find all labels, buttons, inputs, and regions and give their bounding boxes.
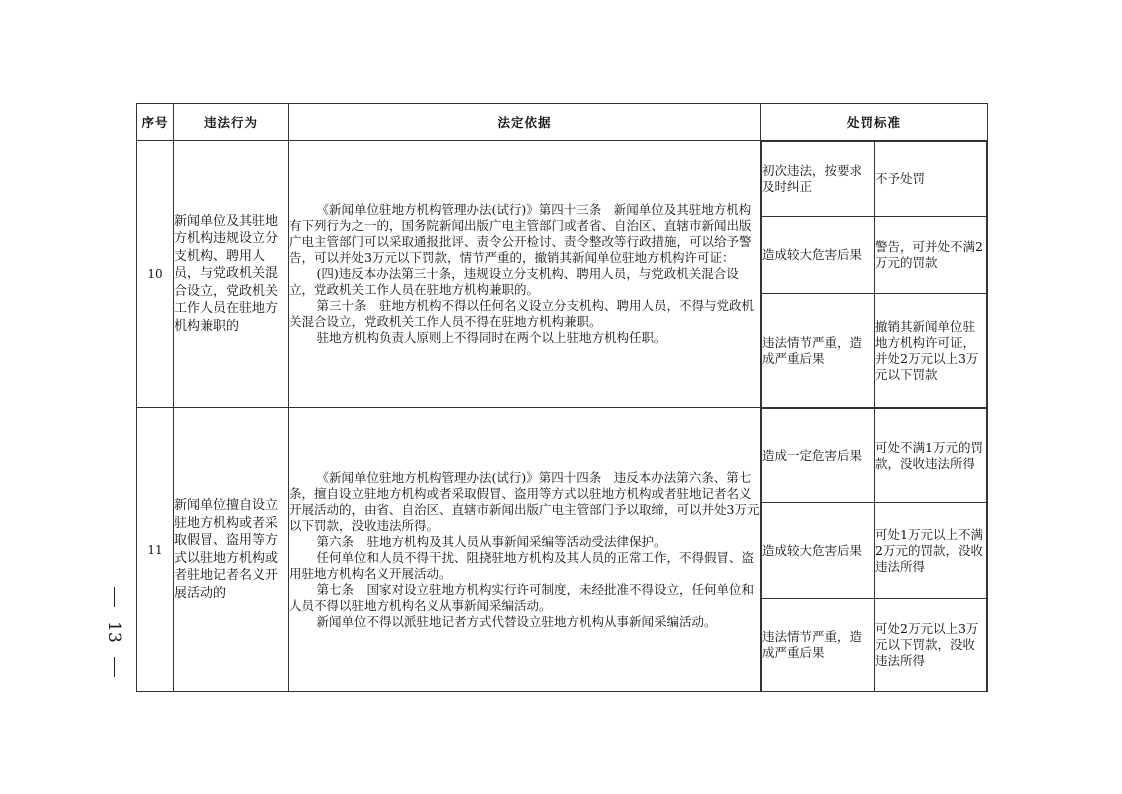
penalty-row [762, 142, 987, 217]
penalty-condition: 造成一定危害后果 [762, 409, 875, 503]
penalty-condition: 违法情节严重，造成严重后果 [762, 294, 875, 408]
basis-paragraph: (四)违反本办法第三十条，违规设立分支机构、聘用人员，与党政机关混合设立，党政机关工作人员在驻地方机构兼职的。 [289, 266, 739, 297]
penalty-table [136, 103, 988, 692]
basis-paragraph: 新闻单位不得以派驻地记者方式代替设立驻地方机构从事新闻采编活动。 [316, 613, 717, 629]
table-header-row [137, 104, 988, 141]
header-basis: 法定依据 [289, 104, 761, 141]
table-row [137, 408, 988, 692]
penalty-standard: 可处1万元以上不满2万元的罚款，没收违法所得 [875, 503, 987, 599]
penalty-condition: 造成较大危害后果 [762, 217, 875, 294]
penalty-condition: 造成较大危害后果 [762, 503, 875, 599]
header-penalty: 处罚标准 [761, 104, 988, 141]
basis-paragraph: 任何单位和人员不得干扰、阻挠驻地方机构及其人员的正常工作，不得假冒、盗用驻地方机构名义开展活动。 [289, 549, 755, 581]
basis-paragraph: 第六条 驻地方机构及其人员从事新闻采编等活动受法律保护。 [316, 533, 667, 549]
penalty-row [762, 503, 987, 599]
basis-paragraph: 第七条 国家对设立驻地方机构实行许可制度，未经批准不得设立，任何单位和人员不得以驻地方机构名义从事新闻采编活动。 [289, 581, 755, 613]
basis-paragraph: 《新闻单位驻地方机构管理办法(试行)》第四十三条 新闻单位及其驻地方机构有下列行为之一的，国务院新闻出版广电主管部门或者省、自治区、直辖市新闻出版广电主管部门可以采取通报批评、责令公开检讨、责令整改等行政措施，可以给予警告，可以并处3万元以下罚款，情节严重的，撤销其新闻单位驻地方机构许可证： [289, 202, 752, 265]
page-number-dash [114, 587, 115, 607]
penalty-standard: 可处2万元以上3万元以下罚款，没收违法所得 [875, 599, 987, 692]
penalty-condition: 违法情节严重，造成严重后果 [762, 599, 875, 692]
penalty-condition: 初次违法，按要求及时纠正 [762, 142, 875, 217]
violation-text: 新闻单位擅自设立驻地方机构或者采取假冒、盗用等方式以驻地方机构或者驻地记者名义开展活动的 [174, 408, 289, 692]
row-number: 10 [137, 141, 174, 408]
penalty-standards [761, 141, 988, 408]
penalty-standards [761, 408, 988, 692]
page-number: 13 [103, 621, 124, 643]
basis-paragraph: 驻地方机构负责人原则上不得同时在两个以上驻地方机构任职。 [316, 330, 667, 345]
penalty-row [762, 409, 987, 503]
basis-paragraph: 第三十条 驻地方机构不得以任何名义设立分支机构、聘用人员，不得与党政机关混合设立，党政机关工作人员不得在驻地方机构兼职。 [289, 298, 755, 329]
violation-text: 新闻单位及其驻地方机构违规设立分支机构、聘用人员，与党政机关混合设立，党政机关工作人员在驻地方机构兼职的 [174, 141, 289, 408]
penalty-standard: 警告，可并处不满2万元的罚款 [875, 217, 987, 294]
penalty-row [762, 599, 987, 692]
legal-basis [289, 141, 761, 408]
penalty-row [762, 217, 987, 294]
header-act: 违法行为 [174, 104, 289, 141]
penalty-standard: 不予处罚 [875, 142, 987, 217]
penalty-standard: 可处不满1万元的罚款，没收违法所得 [875, 409, 987, 503]
basis-paragraph: 《新闻单位驻地方机构管理办法(试行)》第四十四条 违反本办法第六条、第七条，擅自设立驻地方机构或者采取假冒、盗用等方式以驻地方机构或者驻地记者名义开展活动的，由省、自治区、直辖市新闻出版广电主管部门予以取缔，可以并处3万元以下罚款，没收违法所得。 [289, 469, 760, 533]
page-number-marker [102, 587, 126, 677]
penalty-standard: 撤销其新闻单位驻地方机构许可证，并处2万元以上3万元以下罚款 [875, 294, 987, 408]
table-row [137, 141, 988, 408]
page-number-dash [114, 657, 115, 677]
penalty-row [762, 294, 987, 408]
row-number: 11 [137, 408, 174, 692]
header-no: 序号 [137, 104, 174, 141]
legal-basis [289, 408, 761, 692]
